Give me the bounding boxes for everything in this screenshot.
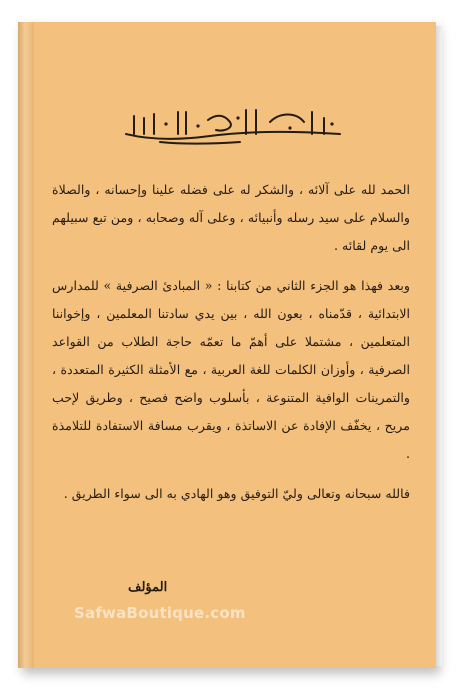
paragraph-praise: الحمد لله على آلائه ، والشكر له على فضله علينا وإحسانه ، والصلاة والسلام على سيد رسله وأنبيائه ، وعلى آله وصحابه ، ومن تبع سبيلهم الى يوم لقائه . [52,182,410,253]
author-signature: المؤلف [128,580,168,595]
paragraph-closing: فالله سبحانه وتعالى وليّ التوفيق وهو الهادي به الى سواء الطريق . [63,486,410,501]
watermark: SafwaBoutique.com [74,604,246,622]
book-spine [18,22,34,668]
svg-text:بسم الله الرحمن الرحيم: بسم الله الرحمن الرحيم [167,119,299,134]
paragraph-introduction: وبعد فهذا هو الجزء الثاني من كتابنا : « المبادئ الصرفية » للمدارس الابتدائية ، قدّمناه ، بعون الله ، بين يدي سادتنا المعلمين ، وإخواننا المتعلمين ، مشتملا على أهمّ ما تعمّه حاجة الطلاب من القواعد الصرفية ، وأوزان الكلمات للغة العربية ، مع الأمثلة الكثيرة المتعددة ، والتمرينات الوافية المتنوعة ، بأسلوب واضح فصيح ، وطريق لإحب مريح ، يخفّف الإفادة عن الاساتذة ، ويقرب مسافة الاستفادة للتلامذة . [52,278,410,461]
preface-text [52,176,410,508]
page-edges [436,26,442,666]
basmala-calligraphy [120,104,346,146]
